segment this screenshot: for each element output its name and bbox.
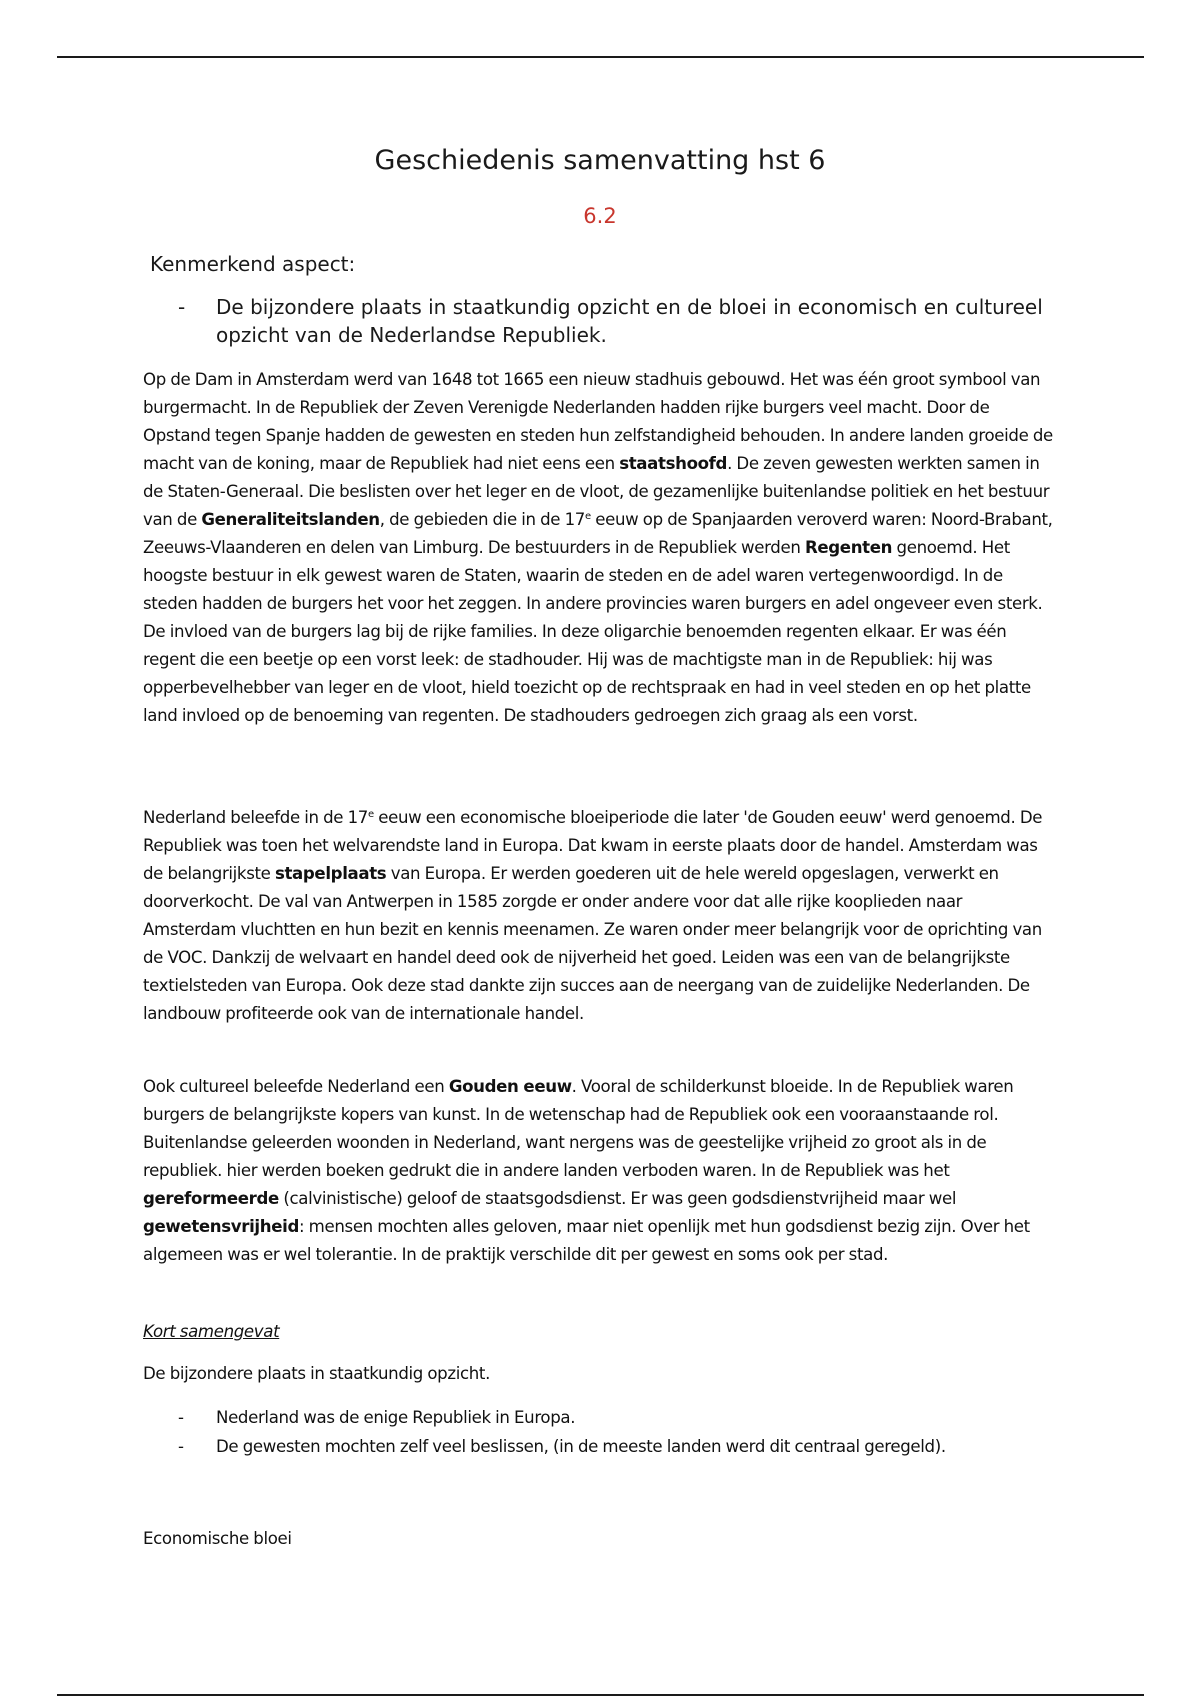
term-regenten: Regenten [804,538,893,557]
text-run: van Europa. Er werden goederen uit de hele wereld opgeslagen, verwerkt en doorverkocht. De val van Antwerpen in 1585 zorgde er onder andere voor dat alle rijke kooplieden naar Amsterdam vluchtten en hun bezit en kennis meenamen. Ze waren onder meer belangrijk voor de oprichting van de VOC. Dankzij de welvaart en handel deed ook de nijverheid het goed. Leiden was een van de belangrijkste textielsteden van Europa. Ook deze stad dankte zijn succes aan de neergang van de zuidelijke Nederlanden. De landbouw profiteerde ook van de internationale handel. [143,864,1042,1023]
text-run: genoemd. Het hoogste bestuur in elk gewest waren de Staten, waarin de steden en de adel waren vertegenwoordigd. In de steden hadden de burgers het voor het zeggen. In andere provincies waren burgers en adel ongeveer even sterk. De invloed van de burgers lag bij de rijke families. In deze oligarchie benoemden regenten elkaar. Er was één regent die een beetje op een vorst leek: de stadhouder. Hij was de machtigste man in de Republiek: hij was opperbevelhebber van leger en de vloot, hield toezicht op de rechtspraak en had in veel steden en op het platte land invloed op de benoeming van regenten. De stadhouders gedroegen zich graag als een vorst. [143,538,1043,725]
term-gouden-eeuw: Gouden eeuw [448,1077,572,1096]
text-run: Op de Dam in Amsterdam werd van 1648 tot 1665 een nieuw stadhuis gebouwd. Het was één groot symbool van burgermacht. In de Republiek der Zeven Verenigde Nederlanden hadden rijke burgers veel macht. Door de Opstand tegen Spanje hadden de gewesten en steden hun zelfstandigheid behouden. In andere landen groeide de macht van de koning, maar de Republiek had niet eens een [143,370,1053,473]
aspect-label: Kenmerkend aspect: [150,252,356,276]
kort-samengevat-heading: Kort samengevat [143,1322,280,1341]
term-gereformeerde: gereformeerde [143,1189,279,1208]
text-run: , de gebieden die in de 17 [379,510,586,529]
bullet-dash: - [178,295,186,319]
text-run: . Vooral de schilderkunst bloeide. In de Republiek waren burgers de belangrijkste kopers van kunst. In de wetenschap had de Republiek ook een vooraanstaande rol. Buitenlandse geleerden woonden in Nederland, want nergens was de geestelijke vrijheid zo groot als in de republiek. hier werden boeken gedrukt die in andere landen verboden waren. In de Republiek was het [143,1077,1014,1180]
paragraph-cultureel [143,1073,1055,1269]
text-run: (calvinistische) geloof de staatsgodsdienst. Er was geen godsdienstvrijheid maar wel [278,1189,957,1208]
text-run: eeuw een economische bloeiperiode die later 'de Gouden eeuw' werd genoemd. De Republiek was toen het welvarendste land in Europa. Dat kwam in eerste plaats door de handel. Amsterdam was de belangrijkste [143,808,1043,883]
header-rule [57,56,1144,58]
term-gewetensvrijheid: gewetensvrijheid [143,1217,300,1236]
summary-bullet-text: De gewesten mochten zelf veel beslissen, (in de meeste landen werd dit centraal geregeld). [216,1437,946,1456]
term-generaliteitslanden: Generaliteitslanden [201,510,380,529]
paragraph-economisch [143,804,1055,1028]
term-stapelplaats: stapelplaats [274,864,387,883]
term-staatshoofd: staatshoofd [619,454,728,473]
text-run: : mensen mochten alles geloven, maar niet openlijk met hun godsdienst bezig zijn. Over het algemeen was er wel tolerantie. In de praktijk verschilde dit per gewest en soms ook per stad. [143,1217,1030,1264]
economisch-heading: Economische bloei [143,1529,292,1548]
paragraph-staatkundig [143,366,1055,730]
page-title: Geschiedenis samenvatting hst 6 [374,145,826,176]
text-run: eeuw op de Spanjaarden veroverd waren: Noord-Brabant, Zeeuws-Vlaanderen en delen van Limburg. De bestuurders in de Republiek werden [143,510,1053,557]
superscript: e [368,809,374,820]
summary-bullet-text: Nederland was de enige Republiek in Europa. [216,1408,576,1427]
section-number: 6.2 [583,204,617,228]
superscript: e [585,511,591,522]
footer-rule [57,1694,1144,1696]
staatkundig-heading: De bijzondere plaats in staatkundig opzicht. [143,1364,490,1383]
bullet-dash: - [178,1437,184,1456]
bullet-dash: - [178,1408,184,1427]
text-run: . De zeven gewesten werkten samen in de Staten-Generaal. Die beslisten over het leger en de vloot, de gezamenlijke buitenlandse politiek en het bestuur van de [143,454,1050,529]
text-run: Nederland beleefde in de 17 [143,808,369,827]
aspect-text: De bijzondere plaats in staatkundig opzicht en de bloei in economisch en cultureel opzicht van de Nederlandse Republiek. [216,295,1043,347]
text-run: Ook cultureel beleefde Nederland een [143,1077,449,1096]
